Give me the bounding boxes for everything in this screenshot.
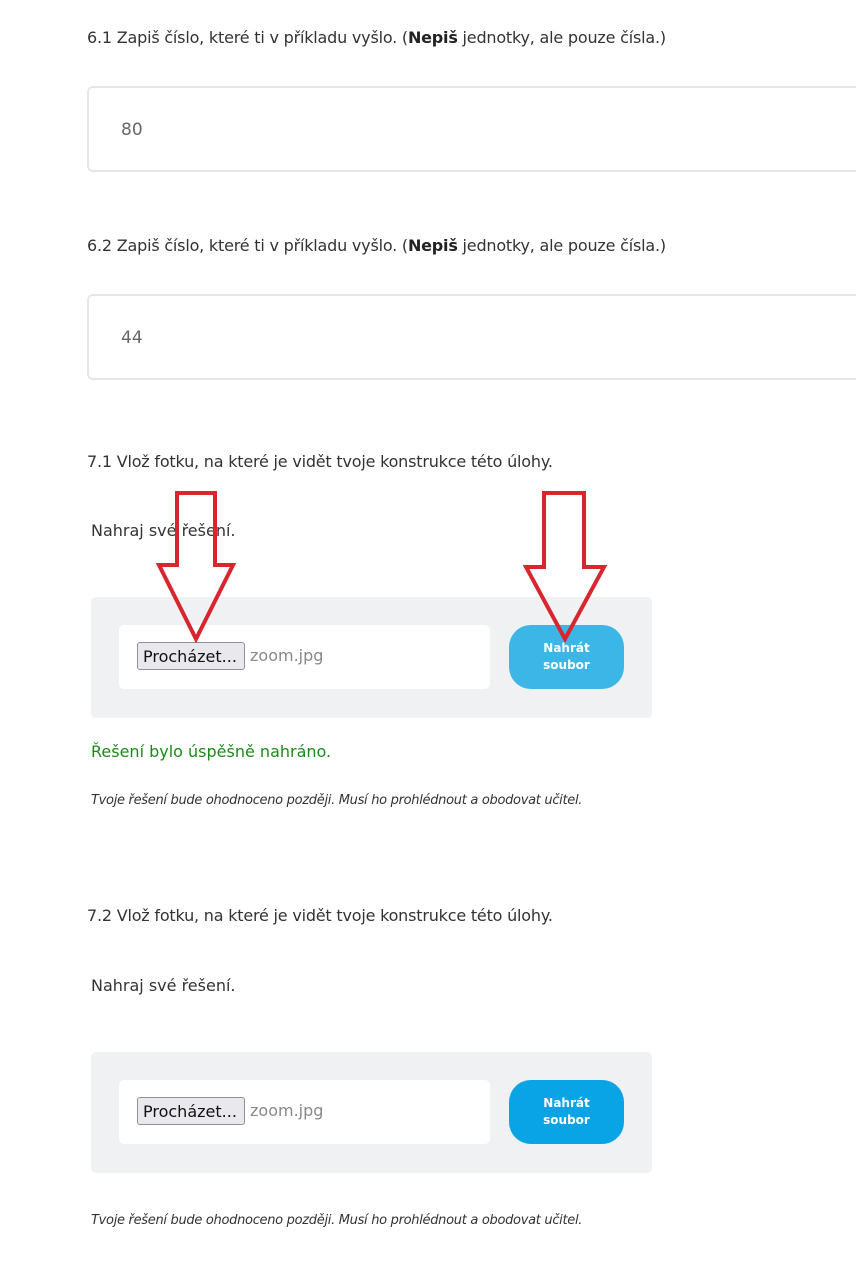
upload-label: Nahraj své řešení. <box>91 976 236 995</box>
question-number: 6.1 <box>87 28 112 47</box>
grading-note: Tvoje řešení bude ohodnoceno později. Musí ho prohlédnout a obodovat učitel. <box>91 793 583 808</box>
selected-file-name: zoom.jpg <box>250 1101 324 1120</box>
browse-button[interactable]: Procházet... <box>137 642 245 670</box>
upload-button-label: Nahrát soubor <box>543 641 590 672</box>
upload-button-label: Nahrát soubor <box>543 1096 590 1127</box>
question-6-2-text <box>87 236 666 255</box>
question-7-2-title: 7.2 Vlož fotku, na které je vidět tvoje konstrukce této úlohy. <box>87 906 553 925</box>
question-text: Zapiš číslo, které ti v příkladu vyšlo. ( <box>116 236 408 255</box>
answer-input-6-2[interactable] <box>87 294 856 380</box>
bold-word: Nepiš <box>407 28 458 47</box>
answer-input-6-1[interactable] <box>87 86 856 172</box>
upload-success-message: Řešení bylo úspěšně nahráno. <box>91 742 332 761</box>
upload-file-button[interactable] <box>509 1080 624 1144</box>
selected-file-name: zoom.jpg <box>250 646 324 665</box>
question-text: Zapiš číslo, které ti v příkladu vyšlo. ( <box>116 28 408 47</box>
answer-value: 80 <box>121 120 143 140</box>
down-arrow-icon <box>523 491 607 643</box>
upload-panel-7-2 <box>91 1052 652 1173</box>
question-7-1-title: 7.1 Vlož fotku, na které je vidět tvoje konstrukce této úlohy. <box>87 452 553 471</box>
browse-button[interactable]: Procházet... <box>137 1097 245 1125</box>
down-arrow-icon <box>156 491 236 643</box>
answer-value: 44 <box>121 328 143 348</box>
question-text-end: jednotky, ale pouze čísla.) <box>457 28 666 47</box>
question-number: 6.2 <box>87 236 112 255</box>
bold-word: Nepiš <box>407 236 458 255</box>
question-text-end: jednotky, ale pouze čísla.) <box>457 236 666 255</box>
upload-label: Nahraj své řešení. <box>91 521 236 540</box>
grading-note: Tvoje řešení bude ohodnoceno později. Musí ho prohlédnout a obodovat učitel. <box>91 1213 583 1228</box>
question-6-1-text <box>87 28 666 47</box>
file-input <box>119 1080 490 1144</box>
